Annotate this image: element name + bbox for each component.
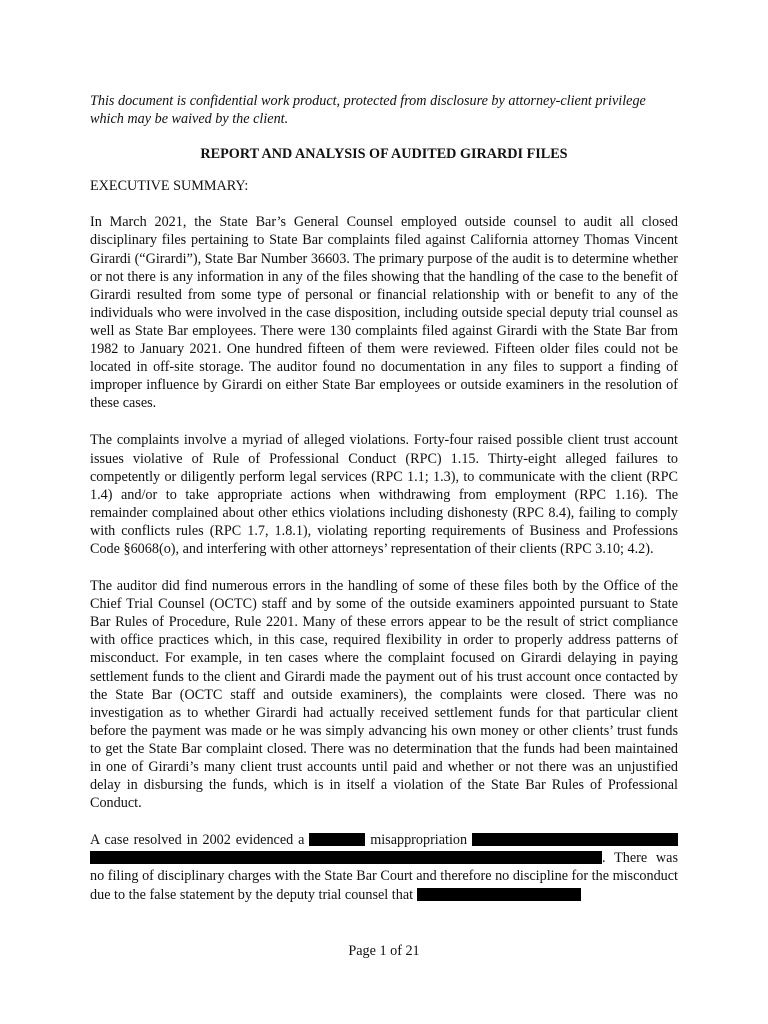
page-number: Page 1 of 21 [348, 943, 420, 959]
redacted-text-part-2: misappropriation [365, 832, 472, 849]
paragraph-3: The auditor did find numerous errors in the handling of some of these files both by the Office of the Chief Trial Counsel (OCTC) staff and by some of the outside examiners appointed pursuant to State Bar Rules of Procedure, Rule 2201. Many of these errors appear to be the result of strict compliance with office practices which, in this case, required flexibility in order to properly address patterns of misconduct. For example, in ten cases where the complaint focused on Girardi delaying in paying settlement funds to the client and Girardi made the payment out of his trust account once contacted by the State Bar (OCTC staff and outside examiners), the complaints were closed. There was no investigation as to whether Girardi had actually received settlement funds for that particular client before the payment was made or he was simply advancing his own money or other clients’ trust funds to get the State Bar complaint closed. There was no determination that the funds had been maintained in one of Girardi’s many client trust accounts until paid and whether or not there was an unjustified delay in disbursing the funds, which is in itself a violation of the State Bar Rules of Professional Conduct. [90, 578, 678, 812]
redacted-text-part-3: . There was no filing of disciplinary charges with the State Bar Court and therefore no discipline for the misconduct due to the false statement by the deputy trial counsel that [90, 850, 678, 903]
paragraph-1: In March 2021, the State Bar’s General Counsel employed outside counsel to audit all closed disciplinary files pertaining to State Bar complaints filed against California attorney Thomas Vincent Girardi (“Girardi”), State Bar Number 36603. The primary purpose of the audit is to determine whether or not there is any information in any of the files showing that the handling of the case to the benefit of Girardi resulted from some type of personal or financial relationship with or benefit to any of the individuals who were involved in the case disposition, including outside special deputy trial counsel as well as State Bar employees. There were 130 complaints filed against Girardi with the State Bar from 1982 to January 2021. One hundred fifteen of them were reviewed. Fifteen older files could not be located in off-site storage. The auditor found no documentation in any files to support a finding of improper influence by Girardi on either State Bar employees or outside examiners in the resolution of these cases. [90, 214, 678, 412]
redaction-block [309, 833, 365, 846]
confidentiality-notice: This document is confidential work product, protected from disclosure by attorney-client privilege which may be waived by the client. [90, 93, 646, 128]
document-page [90, 92, 678, 923]
redacted-text-part-1: A case resolved in 2002 evidenced a [90, 832, 310, 849]
redaction-block [417, 888, 581, 901]
section-heading: EXECUTIVE SUMMARY: [90, 178, 249, 195]
paragraph-4-redacted [90, 831, 678, 903]
paragraph-2: The complaints involve a myriad of alleged violations. Forty-four raised possible client trust account issues violative of Rule of Professional Conduct (RPC) 1.15. Thirty-eight alleged failures to competently or diligently perform legal services (RPC 1.1; 1.3), to communicate with the client (RPC 1.4) and/or to take appropriate actions when withdrawing from employment (RPC 1.16). The remainder complained about other ethics violations including dishonesty (RPC 8.4), failing to comply with conflicts rules (RPC 1.7, 1.8.1), violating reporting requirements of Business and Professions Code §6068(o), and interfering with other attorneys’ representation of their clients (RPC 3.10; 4.2). [90, 432, 678, 557]
redaction-block [90, 851, 602, 864]
redaction-block [472, 833, 678, 846]
document-title: REPORT AND ANALYSIS OF AUDITED GIRARDI FILES [200, 146, 568, 163]
